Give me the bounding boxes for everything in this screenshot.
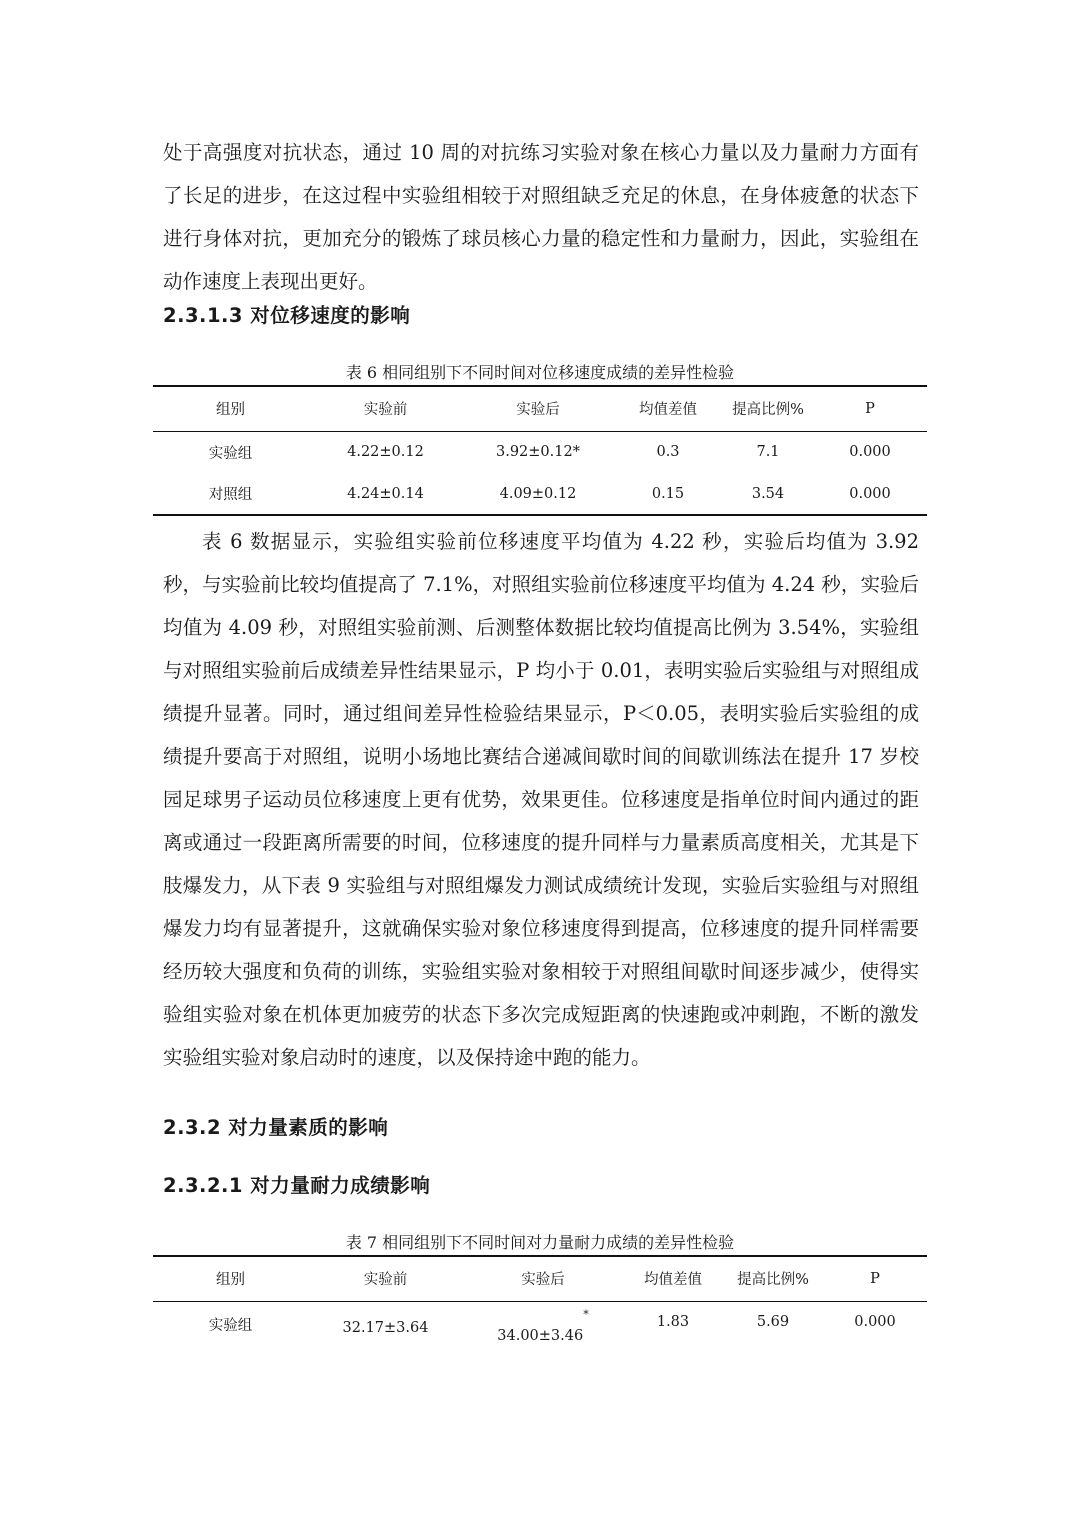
column-header: P <box>813 386 927 431</box>
table-cell: 1.83 <box>656 1313 690 1330</box>
table-row <box>153 431 927 473</box>
column-header: 组别 <box>153 1256 308 1301</box>
table-cell: 实验组 <box>208 1317 253 1334</box>
section-heading-2-3-1-3: 2.3.1.3 对位移速度的影响 <box>163 304 411 327</box>
column-header: 组别 <box>153 386 308 431</box>
intro-paragraph: 处于高强度对抗状态，通过 10 周的对抗练习实验对象在核心力量以及力量耐力方面有了长足的进步，在这过程中实验组相较于对照组缺乏充足的休息，在身体疲惫的状态下进行身体对抗，更加充分的锻炼了球员核心力量的稳定性和力量耐力，因此，实验组在动作速度上表现出更好。 <box>163 141 919 293</box>
column-header: 提高比例% <box>723 1256 823 1301</box>
table-6 <box>153 385 927 516</box>
table-cell: 0.3 <box>656 444 680 461</box>
column-header: 实验后 <box>463 386 613 431</box>
table-cell <box>308 1301 463 1356</box>
table-7-caption: 表 7 相同组别下不同时间对力量耐力成绩的差异性检验 <box>345 1233 735 1252</box>
table-header-row <box>153 386 927 431</box>
table-cell: 0.15 <box>651 485 685 502</box>
table-row <box>153 1301 927 1356</box>
column-header: 均值差值 <box>623 1256 723 1301</box>
table-header-row <box>153 1256 927 1301</box>
analysis-block <box>163 520 919 1079</box>
intro-block <box>163 131 919 303</box>
table-7 <box>153 1255 927 1356</box>
table-cell: 7.1 <box>756 444 780 461</box>
section-heading-2-3-2: 2.3.2 对力量素质的影响 <box>163 1116 389 1139</box>
column-header: 均值差值 <box>613 386 723 431</box>
table-cell: 5.69 <box>756 1313 790 1330</box>
section-heading-2-3-2-1: 2.3.2.1 对力量耐力成绩影响 <box>163 1174 431 1197</box>
table-cell-value: 34.00±3.46 <box>497 1327 584 1344</box>
table-cell: 对照组 <box>208 487 253 503</box>
table-cell: 3.92±0.12* <box>496 444 580 461</box>
column-header: 实验前 <box>308 1256 463 1301</box>
table-cell: 实验组 <box>208 445 253 462</box>
column-header: 实验前 <box>308 386 463 431</box>
table-row <box>153 473 927 515</box>
column-header: 实验后 <box>463 1256 623 1301</box>
significance-marker: * <box>583 1307 589 1321</box>
table-cell: 0.000 <box>849 485 891 502</box>
table-cell-value: 32.17±3.64 <box>342 1319 429 1336</box>
analysis-paragraph: 表 6 数据显示，实验组实验前位移速度平均值为 4.22 秒，实验后均值为 3.92 秒，与实验前比较均值提高了 7.1%，对照组实验前位移速度平均值为 4.24 秒，实验后均值为 4.09 秒，对照组实验前测、后测整体数据比较均值提高比例为 3.54%，实验组与对照组实验前后成绩差异性结果显示，P 均小于 0.01，表明实验后实验组与对照组成绩提升显著。同时，通过组间差异性检验结果显示，P＜0.05，表明实验后实验组的成绩提升要高于对照组，说明小场地比赛结合递减间歇时间的间歇训练法在提升 17 岁校园足球男子运动员位移速度上更有优势，效果更佳。位移速度是指单位时间内通过的距离或通过一段距离所需要的时间，位移速度的提升同样与力量素质高度相关，尤其是下肢爆发力，从下表 9 实验组与对照组爆发力测试成绩统计发现，实验后实验组与对照组爆发力均有显著提升，这就确保实验对象位移速度得到提高，位移速度的提升同样需要经历较大强度和负荷的训练，实验组实验对象相较于对照组间歇时间逐步减少，使得实验组实验对象在机体更加疲劳的状态下多次完成短距离的快速跑或冲刺跑，不断的激发实验组实验对象启动时的速度，以及保持途中跑的能力。 <box>163 530 919 1069</box>
column-header: P <box>823 1256 927 1301</box>
table-cell: 4.22±0.12 <box>347 444 424 461</box>
table-cell: 4.09±0.12 <box>499 485 577 502</box>
table-6-caption: 表 6 相同组别下不同时间对位移速度成绩的差异性检验 <box>345 363 735 382</box>
table-cell: 0.000 <box>849 444 891 461</box>
table-cell: 0.000 <box>854 1313 896 1330</box>
column-header: 提高比例% <box>723 386 813 431</box>
table-cell: 4.24±0.14 <box>347 485 424 502</box>
table-cell <box>463 1301 623 1356</box>
table-cell: 3.54 <box>751 485 785 502</box>
